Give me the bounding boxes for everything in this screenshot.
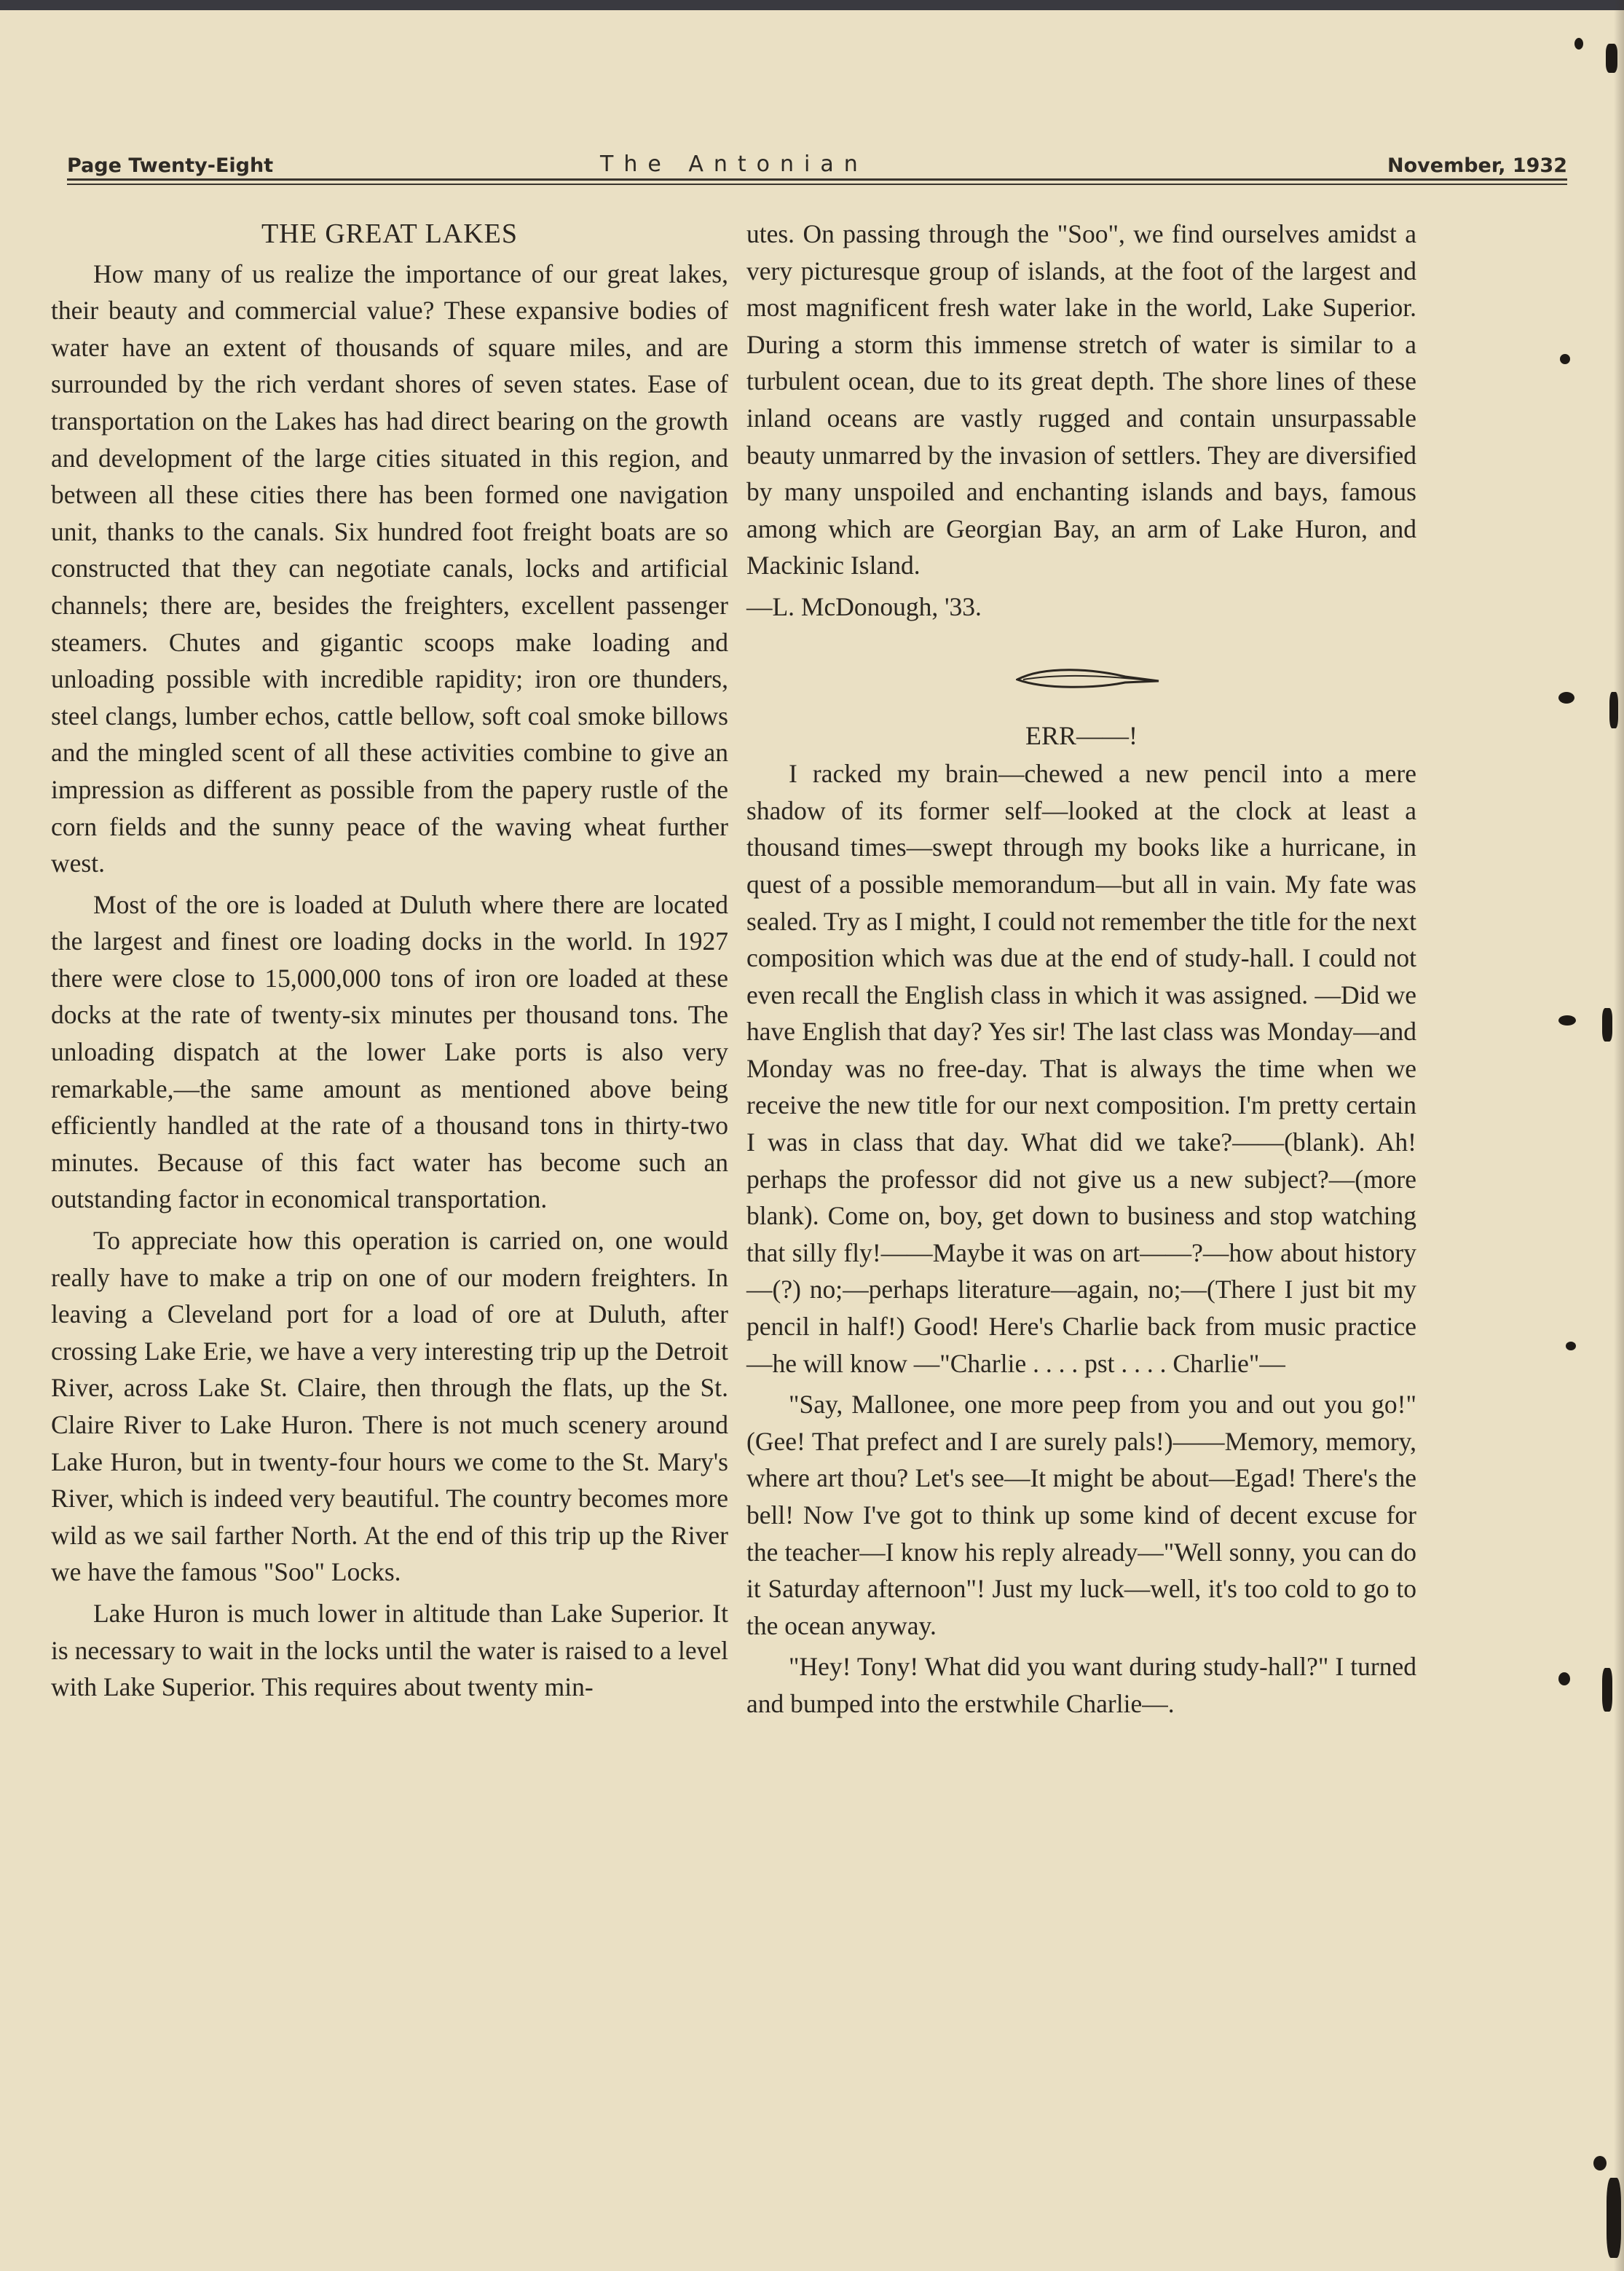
binding-mark (1602, 1008, 1612, 1042)
page-top-edge (0, 0, 1624, 10)
article-title-err: ERR——! (1025, 720, 1138, 750)
issue-date: November, 1932 (1387, 154, 1567, 177)
article-paragraph: I racked my brain—chewed a new pencil into a mere shadow of its former self—looked at the clock at least a thousand times—swept through my books like a hurricane, in quest of a possible memorandum—but all in vain. My fate was sealed. Try as I might, I could not remember the title for the next composition which was due at the end of study-hall. I could not even recall the English class in which it was assigned. —Did we have English that day? Yes sir! The last class was Monday—and Monday was no free-day. That is always the time when we receive the new title for our next composition. I'm pretty certain I was in class that day. What did we take?——(blank). Ah! perhaps the professor did not give us a new subject?—(more blank). Come on, boy, get down to business and stop watching that silly fly!——Maybe it was on art——?—how about history—(?) no;—perhaps literature—again, no;—(There I just bit my pencil in half!) Good! Here's Charlie back from music practice—he will know —"Charlie . . . . pst . . . . Charlie"— (746, 759, 1416, 1378)
binding-mark (1558, 692, 1574, 704)
binding-mark (1593, 2156, 1607, 2170)
header-rule-top (67, 178, 1567, 181)
binding-mark (1602, 1668, 1612, 1712)
binding-mark (1566, 1342, 1576, 1350)
binding-mark (1560, 354, 1570, 364)
binding-mark (1609, 692, 1618, 728)
article-paragraph: Most of the ore is loaded at Duluth where there are located the largest and finest ore loading docks in the world. In 1927 there were close to 15,000,000 tons of iron ore loaded at these docks at the rate of twenty-six minutes per thousand tons. The unloading dispatch at the lower Lake ports is also very remarkable,—the same amount as mentioned above being efficiently handled at the rate of a thousand tons in thirty-two minutes. Because of this fact water has become such an outstanding factor in economical transportation. (51, 889, 728, 1214)
right-column (746, 216, 1416, 1727)
publication-title: The Antonian (600, 151, 868, 177)
binding-mark (1558, 1672, 1570, 1685)
article-paragraph: How many of us realize the importance of our great lakes, their beauty and commercial value? These expansive bodies of water have an extent of thousands of square miles, and are surrounded by the rich verdant shores of seven states. Ease of transportation on the Lakes has had direct bearing on the growth and development of the large cities situated in this region, and between all these cities there has been formed one navigation unit, thanks to the canals. Six hundred foot freight boats are so constructed that they can negotiate canals, locks and artificial channels; there are, besides the freighters, excellent passenger steamers. Chutes and gigantic scoops make loading and unloading possible with incredible rapidity; iron ore thunders, steel clangs, lumber echos, cattle bellow, soft coal smoke billows and the mingled scent of all these activities combine to give an impression as different as possible from the papery rustle of the corn fields and the sunny peace of the waving wheat further west. (51, 259, 728, 878)
divider-ornament-icon (1016, 664, 1162, 693)
binding-mark (1558, 1015, 1576, 1026)
binding-mark (1606, 44, 1617, 73)
binding-mark (1574, 38, 1583, 50)
article-paragraph: To appreciate how this operation is carried on, one would really have to make a trip on one of our modern freighters. In leaving a Cleveland port for a load of ore at Duluth, after crossing Lake Erie, we have a very interesting trip up the Detroit River, across Lake St. Claire, then through the flats, up the St. Claire River to Lake Huron. There is not much scenery around Lake Huron, but in twenty-four hours we come to the St. Mary's River, which is indeed very beautiful. The country becomes more wild as we sail farther North. At the end of this trip up the River we have the famous "Soo" Locks. (51, 1226, 728, 1587)
article-title-great-lakes: THE GREAT LAKES (261, 219, 519, 249)
article-paragraph: "Hey! Tony! What did you want during study-hall?" I turned and bumped into the erstwhile Charlie—. (746, 1652, 1416, 1718)
article-byline: —L. McDonough, '33. (746, 591, 982, 621)
header-rule-bottom (67, 184, 1567, 185)
page-right-edge-shadow (1614, 0, 1624, 2271)
article-continuation: utes. On passing through the "Soo", we find ourselves amidst a very picturesque group of islands, at the foot of the largest and most magnificent fresh water lake in the world, Lake Superior. During a storm this immense stretch of water is similar to a turbulent ocean, due to its great depth. The shore lines of these inland oceans are vastly rugged and contain unsurpassable beauty unmarred by the invasion of settlers. They are diversified by many unspoiled and enchanting islands and bays, famous among which are Georgian Bay, an arm of Lake Huron, and Mackinic Island. (746, 219, 1416, 580)
page-number: Page Twenty-Eight (67, 154, 274, 177)
binding-mark (1607, 2178, 1621, 2258)
article-paragraph: "Say, Mallonee, one more peep from you and out you go!" (Gee! That prefect and I are surely pals!)——Memory, memory, where art thou? Let's see—It might be about—Egad! There's the bell! Now I've got to think up some kind of decent excuse for the teacher—I know his reply already—"Well sonny, you can do it Saturday afternoon"! Just my luck—well, it's too cold to go to the ocean anyway. (746, 1390, 1416, 1640)
left-column (51, 216, 728, 1710)
article-paragraph: Lake Huron is much lower in altitude than Lake Superior. It is necessary to wait in the locks until the water is raised to a level with Lake Superior. This requires about twenty min- (51, 1598, 728, 1702)
